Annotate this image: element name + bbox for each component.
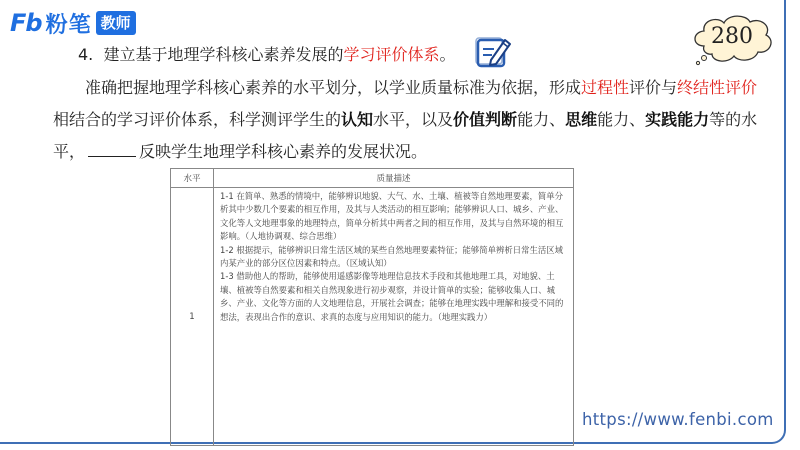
table-header-desc: 质量描述 <box>214 169 574 188</box>
logo-mark: Fb <box>10 9 42 37</box>
page-number: 280 <box>711 24 753 49</box>
table-desc-cell <box>214 188 574 446</box>
para-bold-cognition: 认知 <box>341 110 374 129</box>
body-paragraph <box>53 72 758 168</box>
para-text: 反映学生地理学科核心素养的发展状况。 <box>139 142 428 161</box>
para-text: 相结合的学习评价体系，科学测评学生的 <box>53 110 342 129</box>
page-number-bubble <box>690 12 774 66</box>
table-level-cell: 1 <box>171 188 214 446</box>
para-text: 能力、 <box>597 110 646 129</box>
table-item: 1-2 根据提示，能够辨识日常生活区域的某些自然地理要素特征；能够简单辨析日常生活区域内某产业的部分区位因素和特点。（区域认知） <box>220 244 563 269</box>
heading-text: 建立基于地理学科核心素养发展的 <box>103 45 344 64</box>
heading-number: 4. <box>78 45 94 64</box>
fenbi-logo <box>10 8 136 38</box>
para-text: 等的水平， <box>53 110 758 161</box>
para-red-process: 过程性 <box>581 78 630 97</box>
heading-highlight: 学习评价体系 <box>343 45 440 64</box>
para-text: 评价与 <box>629 78 678 97</box>
notepad-pencil-icon <box>474 34 512 70</box>
quality-table <box>170 168 574 446</box>
para-bold-thinking: 思维 <box>565 110 598 129</box>
para-bold-practice: 实践能力 <box>645 110 710 129</box>
para-bold-value: 价值判断 <box>453 110 518 129</box>
para-text: 能力、 <box>517 110 566 129</box>
table-header-level: 水平 <box>171 169 214 188</box>
footer-url: https://www.fenbi.com <box>582 410 774 429</box>
table-item: 1-1 在简单、熟悉的情境中，能够辨识地貌、大气、水、土壤、植被等自然地理要素，简单分析其中少数几个要素的相互作用，及其与人类活动的相互影响；能够辨识人口、城乡、产业、文化等人文地理事象的地理特点，简单分析其中两者之间的相互作用，及其与自然环境的相互影响。（人地协调观、综合思维） <box>220 191 564 242</box>
section-heading <box>78 42 455 65</box>
heading-end: 。 <box>439 45 456 64</box>
logo-name: 粉笔 <box>45 12 92 38</box>
table-item: 1-3 借助他人的帮助，能够使用遥感影像等地理信息技术手段和其他地理工具，对地貌、土壤、植被等自然要素和相关自然现象进行初步观察，并设计简单的实验；能够收集人口、城乡、产业、文化等方面的人文地理信息，开展社会调查；能够在地理实践中理解和接受不同的想法，表现出合作的意识、求真的态度与应用知识的能力。（地理实践力） <box>220 271 564 322</box>
para-text: 准确把握地理学科核心素养的水平划分，以学业质量标准为依据，形成 <box>85 78 582 97</box>
para-text: 水平，以及 <box>373 110 454 129</box>
para-red-summative: 终结性评价 <box>677 78 758 97</box>
logo-badge: 教师 <box>96 11 136 35</box>
fill-blank <box>88 140 136 157</box>
